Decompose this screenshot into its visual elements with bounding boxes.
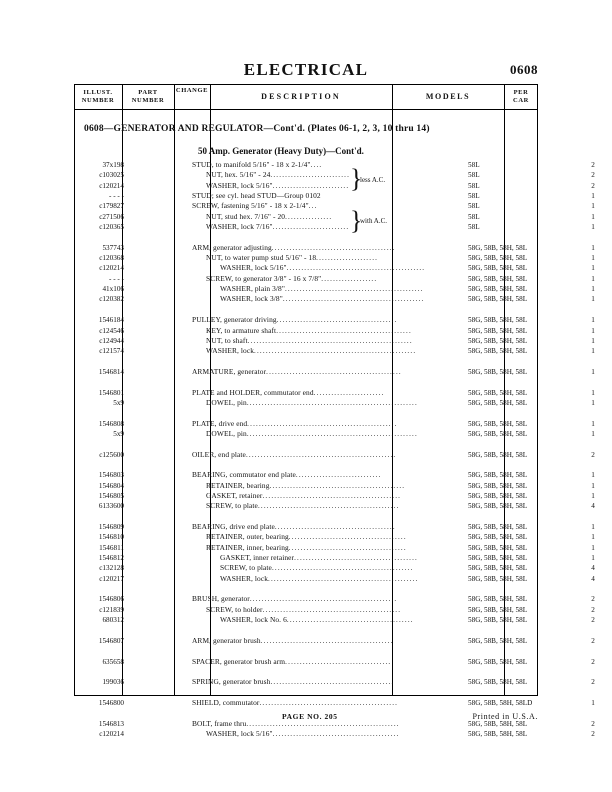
cell-description: KEY, to armature shaft.............................................. (206, 325, 412, 335)
cell-models: 58G, 58B, 58H, 58L (468, 336, 528, 345)
table-row (74, 677, 595, 687)
table-row (74, 263, 595, 273)
models-header-label: MODELS (425, 92, 471, 101)
brace-with-ac: } (350, 205, 363, 235)
cell-models: 58G, 58B, 58H, 58L (468, 264, 528, 273)
row-spacer (74, 357, 538, 367)
change-header-label: CHANGE (175, 87, 209, 94)
cell-models: 58G, 58B, 58H, 58L (468, 719, 528, 728)
cell-models: 58G, 58B, 58H, 58L (468, 347, 528, 356)
description-header-label: DESCRIPTION (261, 92, 341, 101)
cell-description: WASHER, lock 3/8"................................................ (220, 294, 425, 304)
cell-models: 58G, 58B, 58H, 58L (468, 554, 528, 563)
annotation-with-ac: with A.C. (360, 217, 388, 226)
cell-models: 58G, 58B, 58H, 58L (468, 419, 528, 428)
table-row (74, 449, 595, 460)
row-spacer (74, 512, 538, 522)
cell-models: 58G, 58B, 58H, 58L (468, 274, 528, 283)
cell-illust-number: c121839 (99, 605, 124, 614)
cell-per-car: 1 (591, 533, 595, 542)
cell-models: 58G, 58B, 58H, 58L (468, 502, 528, 511)
cell-per-car: 2 (591, 181, 595, 190)
column-header-illust-number (74, 84, 122, 110)
subsection-title: 50 Amp. Generator (Heavy Duty)—Cont'd. (198, 146, 364, 156)
cell-illust-number: 1546801 (98, 388, 124, 397)
cell-per-car: 2 (591, 595, 595, 604)
table-row (74, 222, 595, 232)
cell-description: WASHER, plain 3/8"............................................... (220, 284, 424, 294)
cell-illust-number: c121574 (99, 347, 124, 356)
cell-illust-number: c271506 (99, 212, 124, 221)
table-row (74, 160, 595, 170)
cell-description: WASHER, lock 7/16".......................... (206, 222, 350, 232)
cell-models: 58G, 58B, 58H, 58L (468, 367, 528, 376)
column-header-description (210, 84, 392, 110)
cell-illust-number: c124546 (99, 326, 124, 335)
cell-description: GASKET, inner retainer.......................................... (220, 553, 419, 563)
cell-per-car: 2 (591, 161, 595, 169)
table-row (74, 480, 595, 491)
cell-per-car: 1 (591, 264, 595, 273)
table-row (74, 573, 595, 584)
cell-description: BOLT, frame thru.................................................... (192, 718, 400, 728)
cell-per-car: 2 (591, 450, 595, 459)
cell-models: 58L (468, 212, 480, 221)
cell-illust-number: 199036 (102, 678, 124, 687)
row-spacer (74, 625, 538, 635)
cell-illust-number: 1546810 (98, 533, 124, 542)
per-header-line1: PER (513, 88, 529, 96)
cell-description: WASHER, lock................................................... (220, 573, 419, 583)
cell-description: OILER, end plate................................................... (192, 449, 397, 459)
cell-per-car: 1 (591, 316, 595, 325)
cell-description: WASHER, lock No. 6........................................... (220, 615, 414, 625)
cell-description: STUD, to manifold 5/16" - 18 x 2-1/4".... (192, 160, 323, 169)
table-row (74, 325, 595, 336)
cell-models: 58G, 58B, 58H, 58L (468, 492, 528, 500)
column-header-part-number (122, 84, 174, 110)
illust-header-line1: ILLUST. (83, 88, 113, 96)
cell-per-car: 1 (591, 429, 595, 438)
cell-models: 58G, 58B, 58H, 58L (468, 636, 528, 645)
illust-header-line2: NUMBER (81, 97, 115, 104)
cell-illust-number: 1546809 (98, 523, 124, 532)
table-row (74, 553, 595, 563)
table-row (74, 728, 595, 739)
cell-models: 58L (468, 223, 480, 232)
cell-per-car: 2 (591, 636, 595, 645)
row-spacer (74, 232, 538, 242)
cell-illust-number: - - - - (109, 192, 124, 201)
cell-description: SCREW, to plate................................................ (220, 563, 414, 573)
cell-models: 58G, 58B, 58H, 58L (468, 605, 528, 614)
cell-models: 58G, 58B, 58H, 58L (468, 429, 528, 438)
cell-illust-number: c120217 (99, 574, 124, 583)
cell-per-car: 1 (591, 295, 595, 304)
table-row (74, 635, 595, 646)
cell-illust-number: 6133600 (98, 502, 124, 511)
cell-per-car: 2 (591, 678, 595, 687)
cell-illust-number: 1546184 (98, 316, 124, 325)
table-row (74, 387, 595, 398)
cell-description: DOWEL, pin.......................................................... (206, 397, 418, 407)
cell-description: ARM, generator brush............................................. (192, 635, 394, 645)
cell-models: 58G, 58B, 58H, 58L (468, 471, 528, 480)
cell-models: 58L (468, 171, 480, 180)
table-row (74, 242, 595, 253)
cell-per-car: 1 (591, 243, 595, 252)
cell-description: NUT, hex. 5/16" - 24........................... (206, 170, 351, 180)
cell-per-car: 1 (591, 554, 595, 563)
cell-per-car: 1 (591, 419, 595, 428)
cell-per-car: 4 (591, 564, 595, 573)
cell-illust-number: - - - - (109, 274, 124, 283)
cell-illust-number: 537743 (102, 243, 124, 252)
page-title: ELECTRICAL (243, 60, 369, 79)
cell-models: 58G, 58B, 58H, 58L (468, 285, 528, 294)
table-row (74, 532, 595, 542)
table-row (74, 542, 595, 553)
cell-illust-number: 5x9 (113, 398, 124, 407)
cell-models: 58G, 58B, 58H, 58L (468, 388, 528, 397)
cell-illust-number: 1546806 (98, 595, 124, 604)
cell-description: DOWEL, pin.......................................................... (206, 428, 418, 438)
cell-per-car: 1 (591, 471, 595, 480)
footer-page-number: PAGE NO. 205 (282, 712, 338, 721)
group-number: 0608 (510, 62, 538, 77)
cell-description: PULLEY, generator driving......................................... (192, 315, 398, 325)
cell-models: 58G, 58B, 58H, 58L (468, 523, 528, 532)
cell-illust-number: c120214 (99, 181, 124, 190)
cell-illust-number: 37x198 (102, 161, 124, 169)
cell-per-car: 4 (591, 574, 595, 583)
cell-models: 58G, 58B, 58H, 58L (468, 543, 528, 552)
table-row (74, 428, 595, 439)
cell-description: SCREW, to plate................................................ (206, 501, 400, 511)
cell-illust-number: c125600 (99, 450, 124, 459)
cell-illust-number: c103025 (99, 171, 124, 180)
cell-per-car: 2 (591, 171, 595, 180)
cell-description: NUT, to water pump stud 5/16" - 18..................... (206, 253, 379, 263)
cell-illust-number: 1546813 (98, 719, 124, 728)
footer-print-note: Printed in U.S.A. (472, 712, 538, 721)
cell-per-car: 2 (591, 605, 595, 614)
cell-description: PLATE and HOLDER, commutator end........................ (192, 387, 385, 397)
table-row (74, 253, 595, 263)
cell-description: RETAINER, inner, bearing........................................ (206, 542, 407, 552)
cell-description: WASHER, lock 5/16"........................................... (206, 728, 400, 738)
cell-models: 58G, 58B, 58H, 58L (468, 678, 528, 687)
brace-less-ac: } (350, 164, 363, 194)
table-row (74, 397, 595, 408)
cell-models: 58G, 58B, 58H, 58L (468, 295, 528, 304)
row-spacer (74, 646, 538, 656)
cell-models: 58L (468, 192, 480, 201)
cell-per-car: 2 (591, 616, 595, 625)
cell-description: SCREW, to holder............................................... (206, 604, 402, 614)
cell-per-car: 1 (591, 698, 595, 707)
table-row (74, 563, 595, 573)
cell-models: 58L (468, 202, 480, 211)
table-row (74, 346, 595, 356)
per-header-line2: CAR (513, 97, 529, 104)
cell-per-car: 1 (591, 481, 595, 490)
cell-per-car: 1 (591, 192, 595, 201)
cell-models: 58G, 58B, 58H, 58LD (468, 698, 533, 707)
row-spacer (74, 460, 538, 470)
cell-per-car: 1 (591, 523, 595, 532)
table-row (74, 594, 595, 604)
part-header-line1: PART (138, 88, 158, 96)
cell-illust-number: c179827 (99, 202, 124, 211)
cell-description: RETAINER, bearing.............................................. (206, 480, 406, 490)
cell-models: 58G, 58B, 58H, 58L (468, 326, 528, 335)
cell-illust-number: 680312 (102, 616, 124, 625)
cell-description: SCREW, to generator 3/8" - 16 x 7/8"................... (206, 273, 378, 283)
table-row (74, 211, 595, 222)
cell-description: BEARING, commutator end plate............................. (192, 470, 382, 480)
annotation-less-ac: less A.C. (360, 175, 386, 184)
cell-illust-number: c120382 (99, 295, 124, 304)
cell-models: 58G, 58B, 58H, 58L (468, 450, 528, 459)
cell-description: ARMATURE, generator.............................................. (192, 366, 402, 376)
cell-illust-number: c120214 (99, 264, 124, 273)
cell-models: 58G, 58B, 58H, 58L (468, 398, 528, 407)
cell-per-car: 2 (591, 719, 595, 728)
table-row (74, 180, 595, 191)
table-row (74, 470, 595, 480)
cell-illust-number: 41x106 (102, 285, 124, 294)
table-row (74, 284, 595, 294)
cell-per-car: 1 (591, 285, 595, 294)
cell-models: 58G, 58B, 58H, 58L (468, 481, 528, 490)
row-spacer (74, 439, 538, 449)
cell-per-car: 1 (591, 326, 595, 335)
cell-models: 58G, 58B, 58H, 58L (468, 316, 528, 325)
cell-per-car: 1 (591, 398, 595, 407)
cell-models: 58L (468, 161, 480, 169)
cell-illust-number: c120368 (99, 254, 124, 263)
cell-description: SPRING, generator brush.......................................... (192, 677, 395, 687)
cell-illust-number: 5x9 (113, 429, 124, 438)
cell-per-car: 2 (591, 729, 595, 738)
cell-models: 58G, 58B, 58H, 58L (468, 533, 528, 542)
table-row (74, 522, 595, 532)
cell-per-car: 1 (591, 347, 595, 356)
cell-per-car: 1 (591, 202, 595, 211)
table-row (74, 294, 595, 304)
cell-illust-number: 1546805 (98, 492, 124, 500)
cell-description: WASHER, lock 5/16".......................... (206, 180, 350, 190)
cell-per-car: 1 (591, 336, 595, 345)
cell-illust-number: 1546812 (98, 554, 124, 563)
cell-per-car: 1 (591, 492, 595, 500)
cell-per-car: 1 (591, 223, 595, 232)
cell-description: WASHER, lock 5/16"............................................... (220, 263, 426, 273)
cell-description: GASKET, retainer............................................... (206, 491, 402, 500)
column-header-per-car (504, 84, 538, 110)
cell-per-car: 1 (591, 254, 595, 263)
table-row (74, 491, 595, 501)
cell-models: 58G, 58B, 58H, 58L (468, 243, 528, 252)
cell-description: NUT, to shaft........................................................ (206, 335, 413, 345)
cell-per-car: 1 (591, 274, 595, 283)
cell-illust-number: 1546803 (98, 471, 124, 480)
table-row (74, 366, 595, 377)
cell-models: 58G, 58B, 58H, 58L (468, 574, 528, 583)
cell-illust-number: 635658 (102, 657, 124, 666)
cell-description: BEARING, drive end plate......................................... (192, 522, 396, 532)
cell-illust-number: 1546800 (98, 698, 124, 707)
table-row (74, 604, 595, 615)
cell-description: ARM, generator adjusting.......................................... (192, 242, 396, 252)
table-row (74, 273, 595, 284)
row-spacer (74, 305, 538, 315)
cell-models: 58G, 58B, 58H, 58L (468, 564, 528, 573)
table-row (74, 656, 595, 667)
cell-description: WASHER, lock....................................................... (206, 346, 417, 356)
cell-per-car: 1 (591, 388, 595, 397)
cell-illust-number: 1546804 (98, 481, 124, 490)
table-row (74, 201, 595, 211)
cell-description: BRUSH, generator.................................................. (192, 594, 398, 604)
table-row (74, 697, 595, 708)
cell-description: STUD; see cyl. head STUD—Group 0102 (192, 191, 321, 201)
cell-illust-number: c124944 (99, 336, 124, 345)
table-row (74, 170, 595, 180)
cell-models: 58G, 58B, 58H, 58L (468, 729, 528, 738)
cell-description: SCREW, fastening 5/16" - 18 x 2-1/4"... (192, 201, 318, 211)
cell-description: SPACER, generator brush arm.................................... (192, 656, 392, 666)
cell-illust-number: 1546814 (98, 367, 124, 376)
cell-description: RETAINER, outer, bearing........................................ (206, 532, 407, 542)
row-spacer (74, 584, 538, 594)
cell-description: NUT, stud hex. 7/16" - 20................ (206, 211, 333, 221)
row-spacer (74, 688, 538, 698)
cell-models: 58G, 58B, 58H, 58L (468, 595, 528, 604)
column-header-change (174, 84, 210, 110)
cell-models: 58G, 58B, 58H, 58L (468, 254, 528, 263)
cell-illust-number: c132128 (99, 564, 124, 573)
cell-illust-number: 1546807 (98, 636, 124, 645)
table-row (74, 315, 595, 325)
table-row (74, 615, 595, 625)
cell-illust-number: c120214 (99, 729, 124, 738)
cell-illust-number: c120365 (99, 223, 124, 232)
cell-description: PLATE, drive end................................................... (192, 418, 398, 428)
cell-per-car: 2 (591, 657, 595, 666)
cell-per-car: 1 (591, 543, 595, 552)
table-row (74, 501, 595, 511)
row-spacer (74, 667, 538, 677)
table-row (74, 335, 595, 346)
cell-per-car: 1 (591, 212, 595, 221)
row-spacer (74, 408, 538, 418)
cell-illust-number: 1546808 (98, 419, 124, 428)
cell-per-car: 4 (591, 502, 595, 511)
cell-illust-number: 1546811 (99, 543, 124, 552)
cell-description: SHIELD, commutator............................................... (192, 697, 399, 707)
table-row (74, 418, 595, 429)
cell-models: 58G, 58B, 58H, 58L (468, 657, 528, 666)
row-spacer (74, 377, 538, 387)
column-header-models (392, 84, 504, 110)
cell-models: 58G, 58B, 58H, 58L (468, 616, 528, 625)
section-title: 0608—GENERATOR AND REGULATOR—Cont'd. (Plates 06-1, 2, 3, 10 thru 14) (84, 124, 430, 134)
cell-models: 58L (468, 181, 480, 190)
table-row (74, 191, 595, 201)
cell-per-car: 1 (591, 367, 595, 376)
part-header-line2: NUMBER (131, 97, 165, 104)
parts-row-list (74, 160, 595, 739)
